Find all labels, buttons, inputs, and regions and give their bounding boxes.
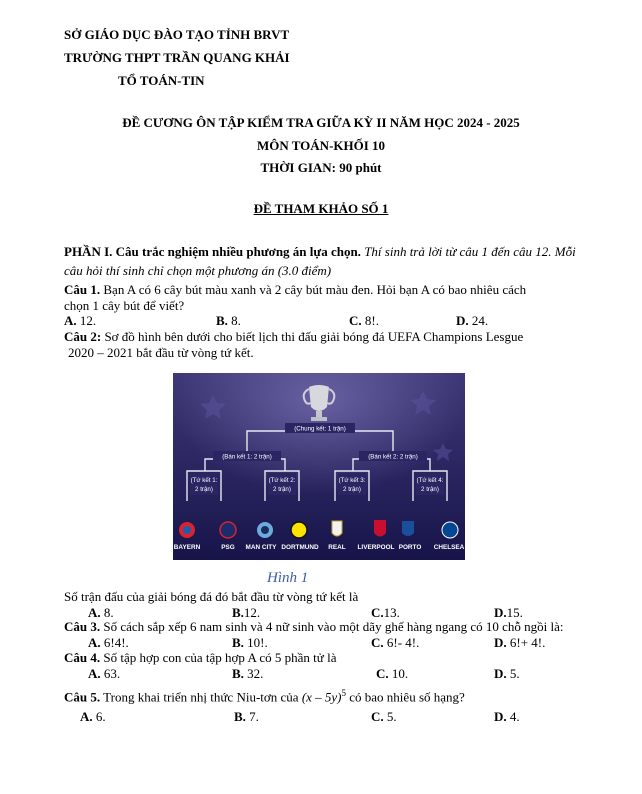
q3-line <box>64 619 564 635</box>
team-mancity: MAN CITY <box>245 544 277 551</box>
dortmund-crest-icon <box>291 522 307 538</box>
q1-option-b: B. 8. <box>216 313 241 328</box>
team-psg: PSG <box>221 544 235 551</box>
q2-option-a: A. 8. <box>88 605 114 620</box>
q1-line1 <box>64 282 526 298</box>
header-school: TRƯỜNG THPT TRẦN QUANG KHẢI <box>64 50 290 65</box>
q2-option-b: B.12. <box>232 605 261 620</box>
q3-option-b: B. 10!. <box>232 635 268 650</box>
porto-crest-icon <box>402 521 414 536</box>
q3-option-c: C. 6!- 4!. <box>371 635 420 650</box>
team-chelsea: CHELSEA <box>433 544 465 551</box>
part1-line1 <box>64 244 576 260</box>
q4-option-b: B. 32. <box>232 666 264 681</box>
q3-label: Câu 3. <box>64 619 101 634</box>
q1-text2: chọn 1 cây bút để viết? <box>64 298 185 313</box>
q2-line1 <box>64 329 523 345</box>
q2-label: Câu 2: <box>64 329 102 344</box>
part1-instruction2: câu hỏi thí sinh chỉ chọn một phương án (3.0 điểm) <box>64 263 332 278</box>
liverpool-crest-icon <box>374 520 386 537</box>
qf2-label-2: 2 trận) <box>273 486 291 493</box>
q3-option-a: A. 6!4!. <box>88 635 129 650</box>
final-label: (Chung kết: 1 trận) <box>294 425 346 433</box>
psg-crest-icon <box>220 522 236 538</box>
q1-label: Câu 1. <box>64 282 101 297</box>
team-bayern: BAYERN <box>173 544 201 551</box>
figure-caption: Hình 1 <box>267 570 309 586</box>
q1-option-a: A. 12. <box>64 313 97 328</box>
chelsea-crest-icon <box>442 522 458 538</box>
q4-option-c: C. 10. <box>376 666 409 681</box>
q1-option-c: C. 8!. <box>349 313 379 328</box>
q1-option-d: D. 24. <box>456 313 489 328</box>
q4-option-a: A. 63. <box>88 666 121 681</box>
q5-text-after: có bao nhiêu số hạng? <box>346 689 465 705</box>
q5-power: 5 <box>341 688 347 698</box>
real-crest-icon <box>332 521 342 536</box>
qf1-label-2: 2 trận) <box>195 486 213 493</box>
exam-title: ĐỀ THAM KHẢO SỐ 1 <box>253 201 389 216</box>
q4-option-d: D. 5. <box>494 666 520 681</box>
team-dortmund: DORTMUND <box>281 544 319 551</box>
q5-option-d: D. 4. <box>494 709 520 724</box>
team-porto: PORTO <box>398 544 422 551</box>
q3-text: Số cách sắp xếp 6 nam sinh và 4 nữ sinh vào một dãy ghế hàng ngang có 10 chỗ ngồi là: <box>100 619 564 634</box>
q2-question: Số trận đấu của giải bóng đá đó bắt đầu từ vòng tứ kết là <box>64 589 359 604</box>
q4-line <box>64 650 336 666</box>
qf4-label-2: 2 trận) <box>421 486 439 493</box>
q5-option-a: A. 6. <box>80 709 106 724</box>
q4-text: Số tập hợp con của tập hợp A có 5 phần tử là <box>100 650 337 665</box>
q5-option-c: C. 5. <box>371 709 397 724</box>
qf4-label-1: (Tứ kết 4: <box>416 477 444 484</box>
qf3-label-2: 2 trận) <box>343 486 361 493</box>
part1-instruction1: Thí sinh trả lời từ câu 1 đến câu 12. Mỗi <box>360 244 576 259</box>
qf3-label-1: (Tứ kết 3: <box>338 477 366 484</box>
semi1-label: (Bán kết 1: 2 trận) <box>222 453 272 461</box>
q2-option-d: D.15. <box>494 605 523 620</box>
q5-text-before: Trong khai triển nhị thức Niu-tơn của <box>100 689 302 705</box>
doc-title: ĐỀ CƯƠNG ÔN TẬP KIỂM TRA GIỮA KỲ II NĂM HỌC 2024 - 2025 <box>122 115 520 130</box>
team-liverpool: LIVERPOOL <box>357 544 395 551</box>
champions-league-bracket <box>173 373 465 560</box>
doc-duration: THỜI GIAN: 90 phút <box>260 160 382 175</box>
doc-subject: MÔN TOÁN-KHỐI 10 <box>256 138 386 153</box>
q2-text1: Sơ đồ hình bên dưới cho biết lịch thi đấu giải bóng đá UEFA Champions Lesgue <box>101 329 524 344</box>
q5-line <box>64 688 465 705</box>
qf2-label-1: (Tứ kết 2: <box>268 477 296 484</box>
q2-option-c: C.13. <box>371 605 400 620</box>
q5-option-b: B. 7. <box>234 709 259 724</box>
q4-label: Câu 4. <box>64 650 101 665</box>
q1-text1: Bạn A có 6 cây bút màu xanh và 2 cây bút màu đen. Hỏi bạn A có bao nhiêu cách <box>100 282 527 297</box>
q3-option-d: D. 6!+ 4!. <box>494 635 546 650</box>
part1-label: PHẦN I. Câu trắc nghiệm nhiều phương án lựa chọn. <box>64 244 361 259</box>
semi2-label: (Bán kết 2: 2 trận) <box>368 453 418 461</box>
team-real: REAL <box>328 544 346 551</box>
header-group: TỔ TOÁN-TIN <box>118 73 205 88</box>
q2-text2: 2020 – 2021 bắt đầu từ vòng tứ kết. <box>68 345 254 360</box>
qf1-label-1: (Tứ kết 1: <box>190 477 218 484</box>
q5-expression: (x – 5y) <box>301 689 342 705</box>
header-dept: SỞ GIÁO DỤC ĐÀO TẠO TỈNH BRVT <box>64 27 290 42</box>
q5-label: Câu 5. <box>64 689 101 705</box>
